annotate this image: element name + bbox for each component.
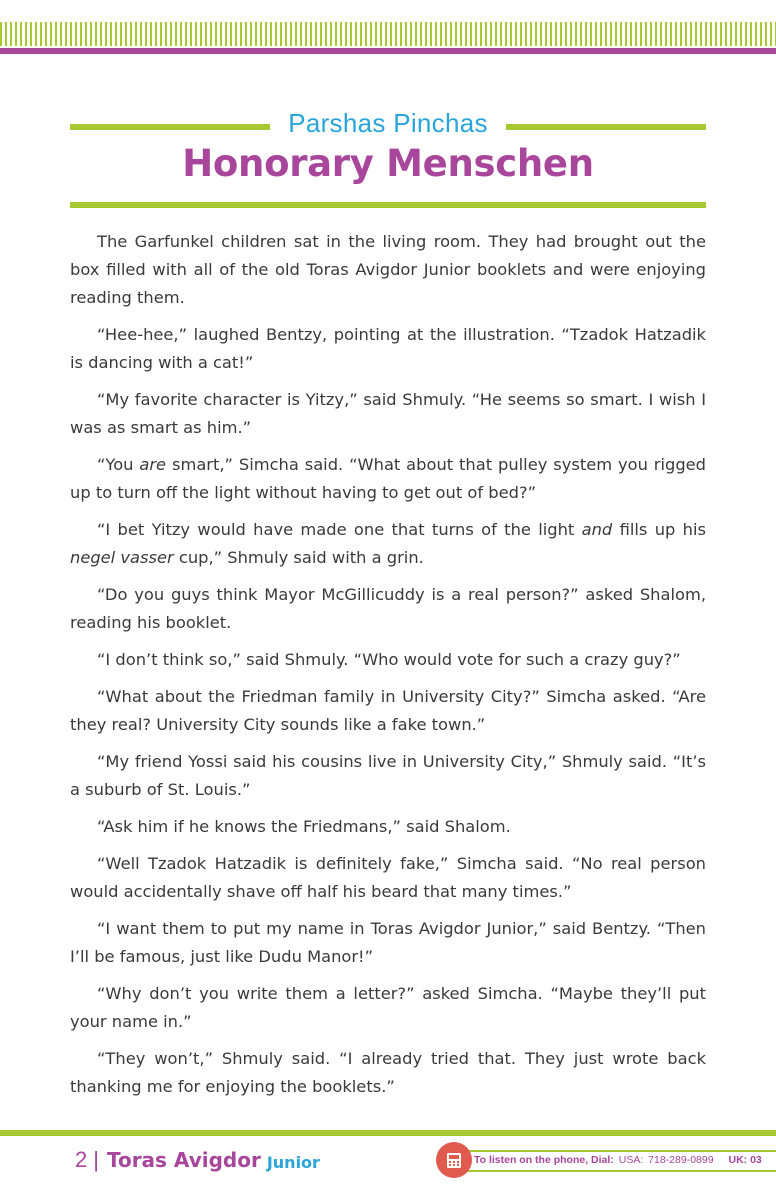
uk-label: UK: 03	[728, 1154, 762, 1166]
parsha-subtitle: Parshas Pinchas	[288, 108, 488, 138]
subtitle-rule-right	[506, 124, 706, 130]
story-paragraph: “Hee-hee,” laughed Bentzy, pointing at the illustration. “Tzadok Hatzadik is dancing with a cat!”	[70, 325, 706, 372]
page-number: 2	[75, 1147, 88, 1172]
usa-number: 718-289-0899	[648, 1154, 714, 1166]
emphasis: are	[139, 455, 167, 474]
story-title: Honorary Menschen	[182, 142, 594, 185]
subtitle-row	[70, 108, 706, 140]
top-tick-pattern	[0, 22, 776, 46]
title-rule	[70, 202, 706, 208]
story-paragraph: “My friend Yossi said his cousins live in University City,” Shmuly said. “It’s a suburb of St. Louis.”	[70, 752, 706, 799]
brand-sub-name: Junior	[266, 1152, 320, 1172]
story-paragraph: “I don’t think so,” said Shmuly. “Who would vote for such a crazy guy?”	[97, 650, 681, 669]
phone-info	[474, 1154, 776, 1170]
story-paragraph: “My favorite character is Yitzy,” said Shmuly. “He seems so smart. I wish I was as smart as him.”	[70, 390, 706, 437]
story-paragraph: “Well Tzadok Hatzadik is definitely fake,” Simcha said. “No real person would accidentally shave off half his beard that many times.”	[70, 854, 706, 901]
emphasis: and	[581, 520, 613, 539]
story-paragraph: “I bet Yitzy would have made one that turns of the light and fills up his negel vasser cup,” Shmuly said with a grin.	[70, 520, 706, 567]
story-paragraph: The Garfunkel children sat in the living room. They had brought out the box filled with all of the old Toras Avigdor Junior booklets and were enjoying reading them.	[70, 232, 706, 307]
usa-label: USA:	[618, 1154, 644, 1166]
story-paragraph: “Do you guys think Mayor McGillicuddy is a real person?” asked Shalom, reading his booklet.	[70, 585, 706, 632]
phone-icon	[436, 1142, 472, 1178]
story-body	[70, 228, 706, 1110]
story-paragraph: “They won’t,” Shmuly said. “I already tried that. They just wrote back thanking me for enjoying the booklets.”	[70, 1049, 706, 1096]
story-paragraph: “Ask him if he knows the Friedmans,” said Shalom.	[97, 817, 511, 836]
story-paragraph: “I want them to put my name in Toras Avigdor Junior,” said Bentzy. “Then I’ll be famous, just like Dudu Manor!”	[70, 919, 706, 966]
footer-brand	[75, 1146, 320, 1174]
footer-separator: |	[93, 1147, 99, 1172]
emphasis: negel vasser	[70, 548, 174, 567]
story-paragraph: “Why don’t you write them a letter?” asked Simcha. “Maybe they’ll put your name in.”	[70, 984, 706, 1031]
brand-name: Toras Avigdor	[106, 1148, 261, 1172]
bottom-divider-bar	[0, 1130, 776, 1136]
story-paragraph: “You are smart,” Simcha said. “What about that pulley system you rigged up to turn off the light without having to get out of bed?”	[70, 455, 707, 502]
phone-label: To listen on the phone, Dial:	[474, 1154, 614, 1166]
story-paragraph: “What about the Friedman family in University City?” Simcha asked. “Are they real? University City sounds like a fake town.”	[70, 687, 706, 734]
top-divider-bar	[0, 48, 776, 54]
